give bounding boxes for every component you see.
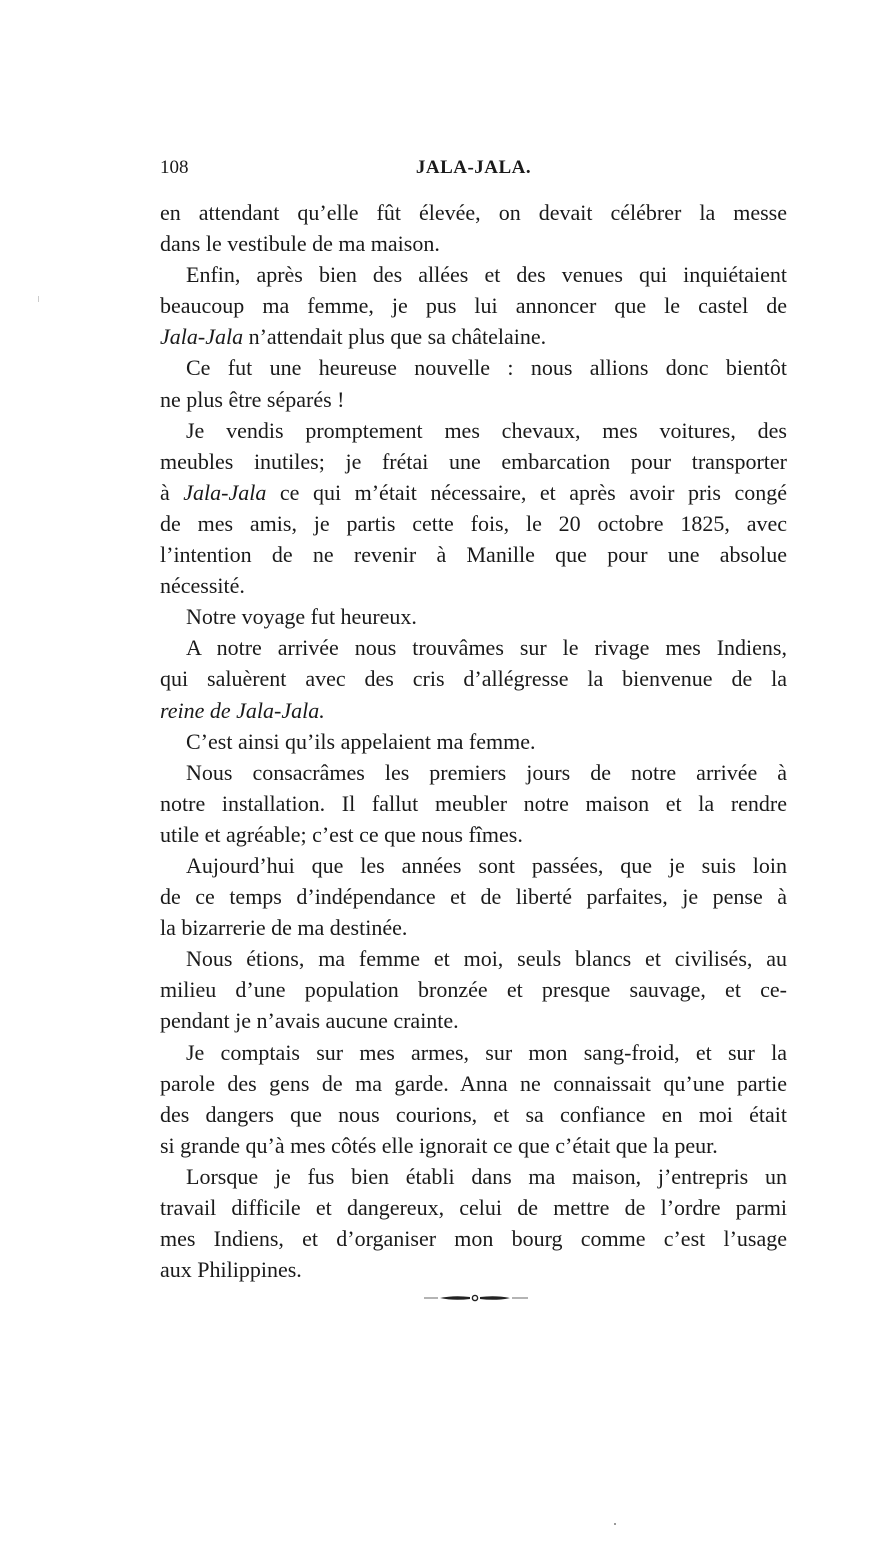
- text-segment: beaucoup ma femme, je pus lui annoncer que le castel de: [160, 293, 787, 319]
- text-line: [160, 601, 787, 632]
- text-segment: mes Indiens, et d’organiser mon bourg comme c’est l’usage: [160, 1226, 787, 1252]
- text-line: [160, 850, 787, 881]
- text-line: [160, 788, 787, 819]
- text-line: [160, 1161, 787, 1192]
- text-segment: Lorsque je fus bien établi dans ma maison, j’entrepris un: [186, 1163, 787, 1189]
- text-segment: utile et agréable; c’est ce que nous fîmes.: [160, 821, 523, 847]
- text-segment: de ce temps d’indépendance et de liberté parfaites, je pense à: [160, 884, 787, 910]
- text-segment: l’intention de ne revenir à Manille que pour une absolue: [160, 542, 787, 568]
- text-line: [160, 290, 787, 321]
- text-segment: A notre arrivée nous trouvâmes sur le rivage mes Indiens,: [186, 635, 787, 661]
- text-segment: ce qui m’était nécessaire, et après avoir pris congé: [266, 479, 788, 505]
- body-text: [160, 197, 787, 1285]
- text-segment: Enfin, après bien des allées et des venues qui inquiétaient: [186, 262, 787, 288]
- text-line: [160, 415, 787, 446]
- text-segment: qui saluèrent avec des cris d’allégresse la bienvenue de la: [160, 666, 787, 692]
- text-segment: milieu d’une population bronzée et presque sauvage, et ce-: [160, 977, 787, 1003]
- page-number: 108: [160, 157, 189, 178]
- text-segment: la bizarrerie de ma destinée.: [160, 915, 408, 941]
- end-ornament-icon: [424, 1292, 528, 1304]
- text-segment: des dangers que nous courions, et sa confiance en moi était: [160, 1101, 787, 1127]
- text-line: [160, 1254, 787, 1285]
- italic-text: Jala-Jala: [160, 324, 244, 350]
- text-line: [160, 632, 787, 663]
- text-line: [160, 1192, 787, 1223]
- italic-text: Jala-Jala: [183, 479, 267, 505]
- text-line: [160, 1223, 787, 1254]
- text-segment: aux Philippines.: [160, 1257, 302, 1283]
- text-segment: Je vendis promptement mes chevaux, mes voitures, des: [186, 417, 787, 443]
- text-segment: Notre voyage fut heureux.: [186, 604, 417, 630]
- text-segment: ne plus être séparés !: [160, 386, 345, 412]
- text-line: [160, 321, 787, 352]
- text-line: [160, 881, 787, 912]
- text-line: [160, 757, 787, 788]
- text-segment: C’est ainsi qu’ils appelaient ma femme.: [186, 728, 536, 754]
- text-segment: meubles inutiles; je frétai une embarcation pour transporter: [160, 448, 787, 474]
- text-line: [160, 570, 787, 601]
- text-segment: Nous étions, ma femme et moi, seuls blancs et civilisés, au: [186, 946, 787, 972]
- text-segment: pendant je n’avais aucune crainte.: [160, 1008, 459, 1034]
- text-line: [160, 695, 787, 726]
- text-segment: Aujourd’hui que les années sont passées, que je suis loin: [186, 852, 787, 878]
- text-line: [160, 726, 787, 757]
- text-line: [160, 508, 787, 539]
- italic-text: reine de Jala-Jala.: [160, 697, 325, 723]
- text-segment: Ce fut une heureuse nouvelle : nous allions donc bientôt: [186, 355, 787, 381]
- text-line: [160, 943, 787, 974]
- text-segment: parole des gens de ma garde. Anna ne connaissait qu’une partie: [160, 1070, 787, 1096]
- text-line: [160, 259, 787, 290]
- text-line: [160, 663, 787, 694]
- scan-speck: [614, 1523, 616, 1525]
- text-segment: si grande qu’à mes côtés elle ignorait ce que c’était que la peur.: [160, 1132, 718, 1158]
- text-line: [160, 477, 787, 508]
- text-segment: Nous consacrâmes les premiers jours de notre arrivée à: [186, 759, 787, 785]
- text-line: [160, 228, 787, 259]
- running-title: JALA-JALA.: [415, 157, 532, 178]
- text-segment: dans le vestibule de ma maison.: [160, 231, 440, 257]
- text-segment: en attendant qu’elle fût élevée, on devait célébrer la messe: [160, 200, 787, 225]
- text-line: [160, 1005, 787, 1036]
- text-line: [160, 539, 787, 570]
- text-line: [160, 352, 787, 383]
- text-line: [160, 1099, 787, 1130]
- text-segment: Je comptais sur mes armes, sur mon sang-froid, et sur la: [186, 1039, 787, 1065]
- text-segment: notre installation. Il fallut meubler notre maison et la rendre: [160, 790, 787, 816]
- text-line: [160, 384, 787, 415]
- text-line: [160, 446, 787, 477]
- text-segment: n’attendait plus que sa châtelaine.: [243, 324, 547, 350]
- running-header: [160, 157, 787, 185]
- text-line: [160, 197, 787, 228]
- text-segment: à: [160, 479, 184, 505]
- scan-mark: [38, 296, 39, 302]
- text-line: [160, 974, 787, 1005]
- text-segment: de mes amis, je partis cette fois, le 20 octobre 1825, avec: [160, 510, 787, 536]
- text-line: [160, 912, 787, 943]
- text-line: [160, 1068, 787, 1099]
- text-segment: travail difficile et dangereux, celui de mettre de l’ordre parmi: [160, 1195, 787, 1220]
- text-line: [160, 1037, 787, 1068]
- text-line: [160, 819, 787, 850]
- text-segment: nécessité.: [160, 573, 245, 599]
- text-line: [160, 1130, 787, 1161]
